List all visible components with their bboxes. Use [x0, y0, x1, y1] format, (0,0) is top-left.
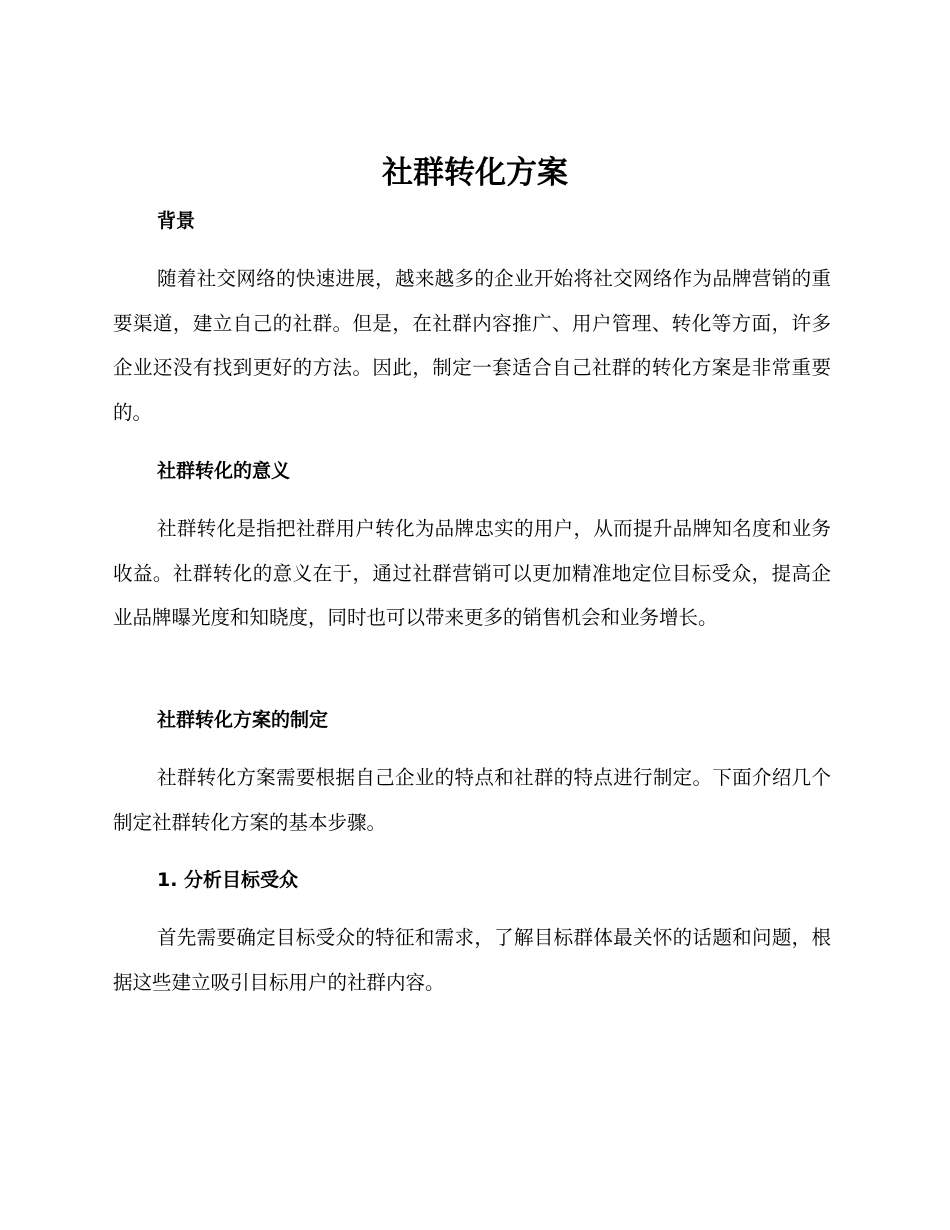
section-paragraph-step-1: 首先需要确定目标受众的特征和需求，了解目标群体最关怀的话题和问题，根据这些建立吸引目标用户的社群内容。: [113, 926, 831, 994]
section-paragraph-significance: 社群转化是指把社群用户转化为品牌忠实的用户，从而提升品牌知名度和业务收益。社群转化的意义在于，通过社群营销可以更加精准地定位目标受众，提高企业品牌曝光度和知晓度，同时也可以带来更多的销售机会和业务增长。: [113, 517, 831, 629]
section-paragraph-background: 随着社交网络的快速进展，越来越多的企业开始将社交网络作为品牌营销的重要渠道，建立自己的社群。但是，在社群内容推广、用户管理、转化等方面，许多企业还没有找到更好的方法。因此，制定一套适合自己社群的转化方案是非常重要的。: [113, 267, 831, 424]
document-title: 社群转化方案: [382, 155, 568, 191]
section-heading-step-1: 1. 分析目标受众: [157, 869, 299, 891]
section-heading-significance: 社群转化的意义: [157, 460, 291, 482]
section-heading-background: 背景: [157, 210, 196, 232]
section-paragraph-formulation: 社群转化方案需要根据自己企业的特点和社群的特点进行制定。下面介绍几个制定社群转化方案的基本步骤。: [113, 766, 831, 834]
section-heading-formulation: 社群转化方案的制定: [157, 709, 329, 731]
